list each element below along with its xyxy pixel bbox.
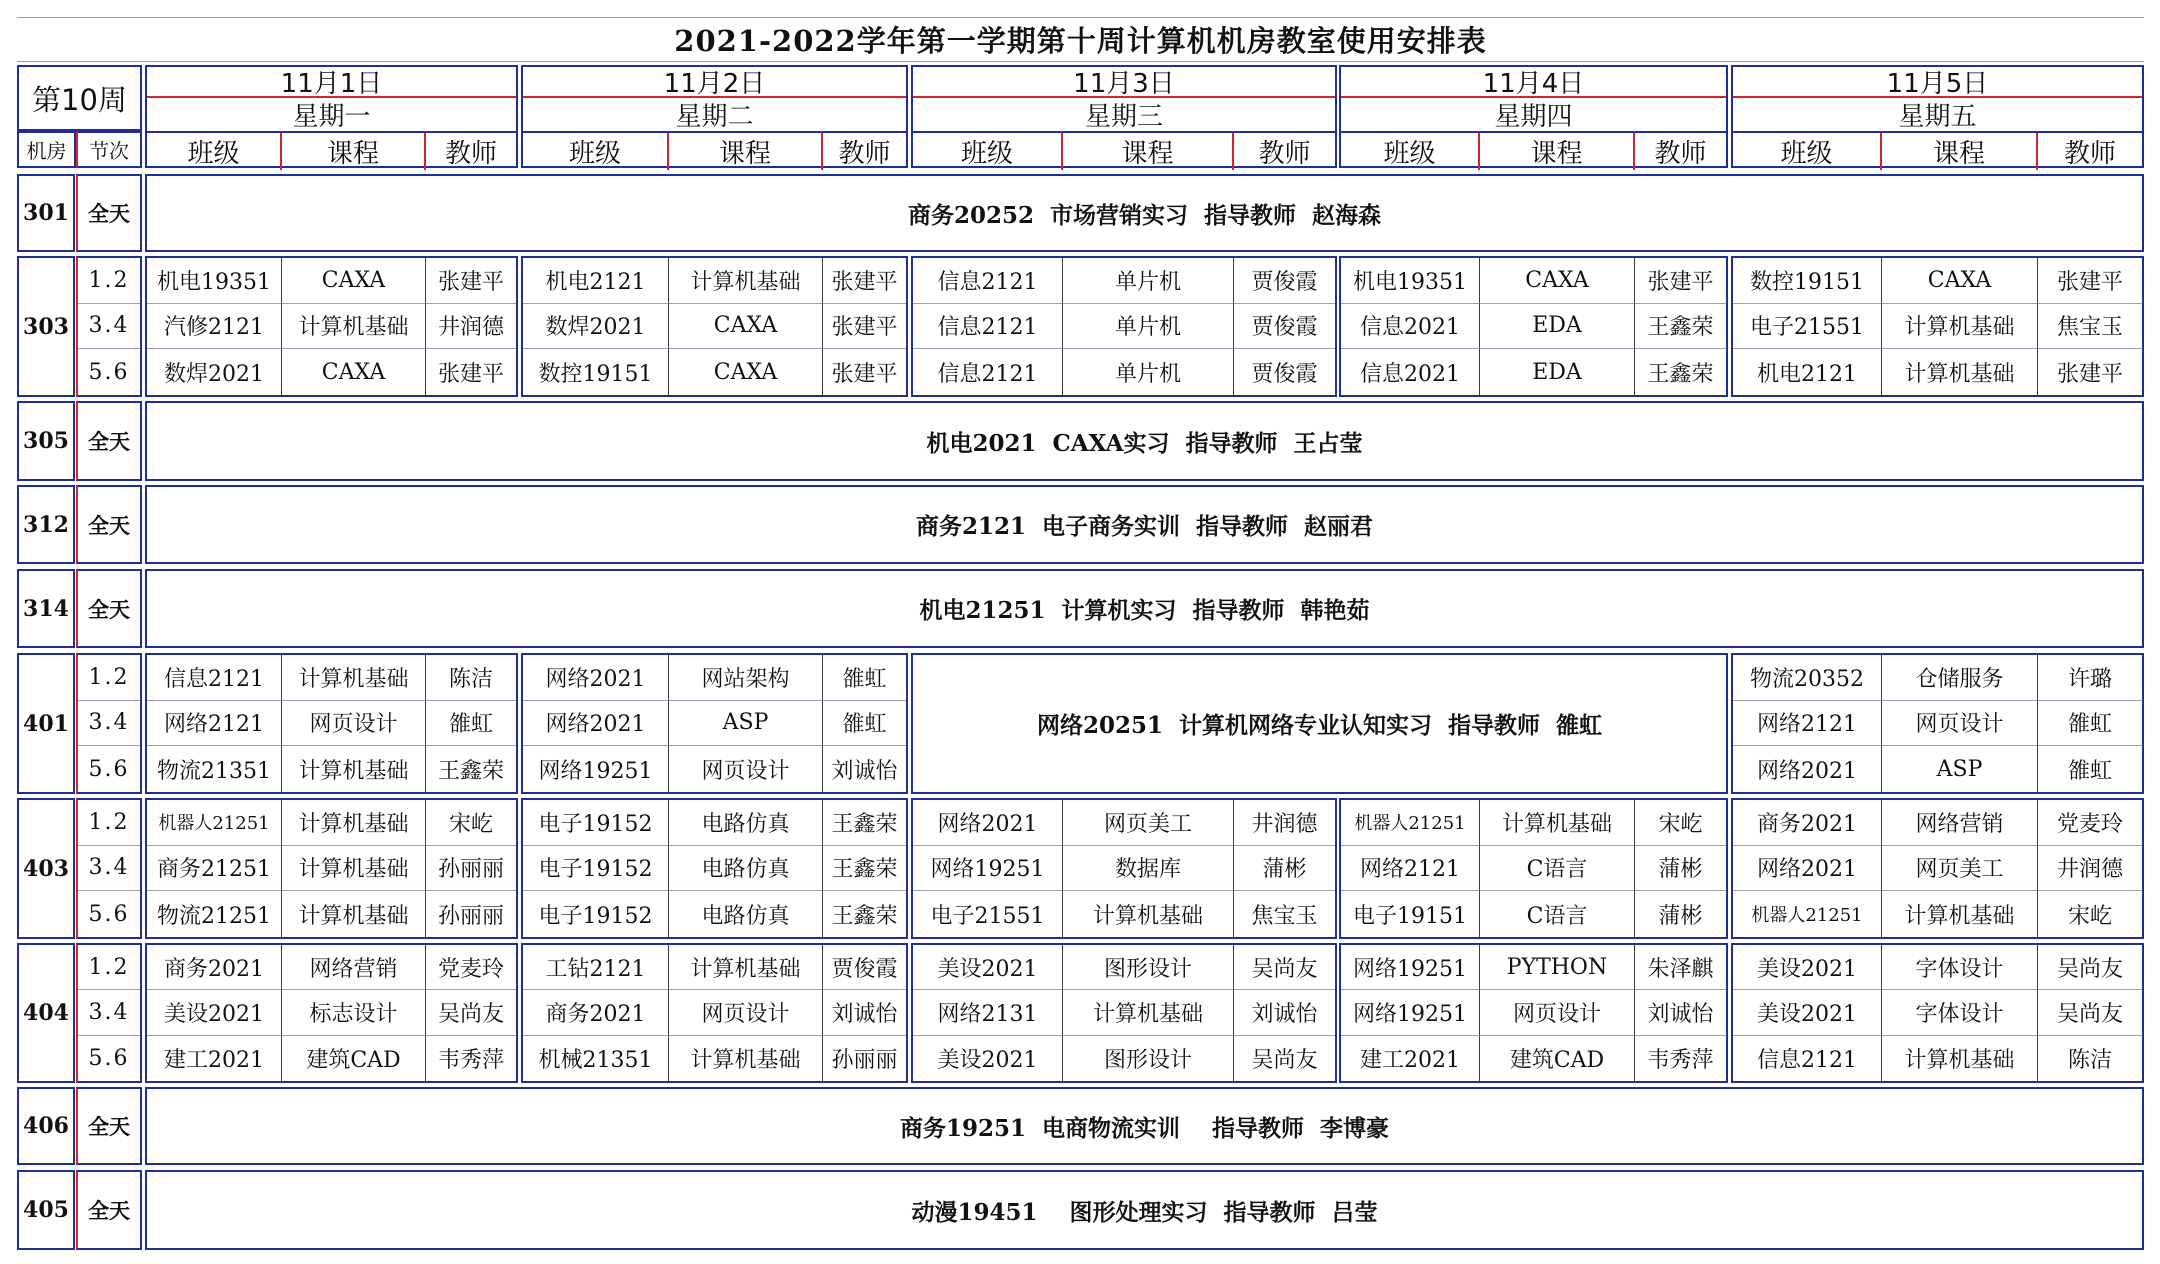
- course-cell: EDA: [1480, 304, 1635, 350]
- page-title: 2021-2022学年第一学期第十周计算机机房教室使用安排表: [17, 17, 2144, 62]
- course-cell: PYTHON: [1480, 945, 1635, 990]
- teacher-cell: 刘诚怡: [1635, 990, 1726, 1035]
- room-row-401: [0, 653, 2160, 794]
- room-row-405: [0, 1170, 2160, 1250]
- day-header-mon: [145, 65, 518, 168]
- teacher-cell: 刘诚怡: [1234, 990, 1335, 1035]
- teacher-cell: 焦宝玉: [2038, 304, 2142, 350]
- course-cell: 标志设计: [282, 990, 426, 1035]
- date-label: 11月3日: [913, 67, 1335, 98]
- class-cell: 数焊2021: [523, 304, 669, 350]
- teacher-cell: 王鑫荣: [823, 800, 906, 846]
- room-number: 314: [17, 569, 75, 648]
- class-cell: 工钻2121: [523, 945, 669, 990]
- col-header-teacher: 教师: [2063, 139, 2116, 169]
- room-row-301: [0, 174, 2160, 252]
- date-label: 11月2日: [523, 67, 906, 98]
- class-cell: 信息2121: [913, 304, 1063, 350]
- class-cell: 网络19251: [913, 846, 1063, 892]
- course-cell: CAXA: [1480, 258, 1635, 304]
- room-row-305: [0, 401, 2160, 481]
- teacher-cell: 陈洁: [2067, 1047, 2112, 1073]
- class-cell: 网络2021: [523, 655, 669, 701]
- class-cell: 物流21251: [147, 891, 282, 937]
- class-cell: 网络2021: [523, 701, 669, 747]
- class-cell: 网络19251: [1341, 990, 1480, 1035]
- teacher-cell: 韦秀萍: [437, 1047, 504, 1073]
- teacher-cell: 陈洁: [426, 655, 516, 701]
- all-day-note: 商务2121 电子商务实训 指导教师 赵丽君: [145, 485, 2144, 564]
- course-cell: 电路仿真: [669, 846, 823, 892]
- class-cell: 网络19251: [1341, 945, 1480, 990]
- teacher-cell: 井润德: [1234, 800, 1335, 846]
- room-row-404: [0, 943, 2160, 1083]
- weekday-label: 星期五: [1733, 98, 2142, 133]
- teacher-cell: 雒虹: [823, 701, 906, 747]
- teacher-cell: 张建平: [823, 304, 906, 350]
- course-cell: 单片机: [1063, 258, 1234, 304]
- teacher-cell: 蒲彬: [1635, 846, 1726, 892]
- col-header-course: 课程: [282, 133, 426, 170]
- teacher-cell: 张建平: [2056, 361, 2123, 387]
- class-cell: 机器人21251: [1341, 800, 1480, 846]
- room-number: 305: [17, 401, 75, 481]
- day-fri-slots: [1731, 943, 2144, 1083]
- teacher-cell: 张建平: [437, 361, 504, 387]
- class-cell: 机电2121: [523, 258, 669, 304]
- course-cell: 计算机基础: [282, 800, 426, 846]
- period-cell: 5.6: [88, 756, 130, 782]
- course-cell: 计算机基础: [1480, 800, 1635, 846]
- class-cell: 机械21351: [523, 1036, 669, 1081]
- weekday-label: 星期一: [147, 98, 516, 133]
- period-all-day: 全天: [76, 1087, 142, 1165]
- class-cell: 网络2131: [913, 990, 1063, 1035]
- teacher-cell: 雒虹: [426, 701, 516, 747]
- teacher-cell: 王鑫荣: [831, 903, 898, 929]
- course-cell: 网络营销: [1882, 800, 2038, 846]
- teacher-cell: 贾俊霞: [1234, 258, 1335, 304]
- course-cell: 计算机基础: [282, 891, 426, 937]
- week-label: 第10周: [17, 65, 142, 131]
- class-cell: 网络2021: [1733, 846, 1882, 892]
- teacher-cell: 王鑫荣: [1635, 304, 1726, 350]
- room-number: 401: [17, 653, 75, 794]
- day-thu-slots: [1339, 798, 1728, 939]
- teacher-cell: 吴尚友: [2038, 990, 2142, 1035]
- teacher-cell: 雒虹: [823, 655, 906, 701]
- day-mon-slots: [145, 798, 518, 939]
- course-cell: 字体设计: [1882, 945, 2038, 990]
- teacher-cell: 吴尚友: [1234, 945, 1335, 990]
- course-cell: 字体设计: [1882, 990, 2038, 1035]
- course-cell: 网页设计: [1480, 990, 1635, 1035]
- course-cell: 网页设计: [669, 990, 823, 1035]
- class-cell: 建工2021: [147, 1036, 282, 1081]
- class-cell: 汽修2121: [147, 304, 282, 350]
- teacher-cell: 吴尚友: [2038, 945, 2142, 990]
- class-cell: 信息2121: [913, 349, 1063, 395]
- course-cell: 计算机基础: [282, 746, 426, 792]
- course-cell: 建筑CAD: [282, 1036, 426, 1081]
- room-column-header: 机房: [17, 131, 76, 168]
- all-day-note: 商务20252 市场营销实习 指导教师 赵海森: [145, 174, 2144, 252]
- teacher-cell: 贾俊霞: [823, 945, 906, 990]
- all-day-note: 机电2021 CAXA实习 指导教师 王占莹: [145, 401, 2144, 481]
- day-thu-slots: [1339, 943, 1728, 1083]
- course-cell: 计算机基础: [669, 945, 823, 990]
- period-column: [76, 798, 142, 939]
- course-cell: 计算机基础: [1063, 891, 1234, 937]
- period-cell: 5.6: [88, 901, 130, 927]
- col-header-course: 课程: [1063, 133, 1234, 170]
- teacher-cell: 宋屹: [2067, 903, 2112, 929]
- class-cell: 商务2021: [147, 945, 282, 990]
- day-header-wed: [911, 65, 1337, 168]
- col-header-course: 课程: [1882, 133, 2038, 170]
- period-column: [76, 653, 142, 794]
- class-cell: 物流21351: [147, 746, 282, 792]
- class-cell: 网络19251: [523, 746, 669, 792]
- course-cell: 网站架构: [669, 655, 823, 701]
- period-cell: 1.2: [78, 655, 140, 701]
- day-header-fri: [1731, 65, 2144, 168]
- column-headers: [523, 133, 906, 170]
- day-fri-slots: [1731, 256, 2144, 397]
- course-cell: CAXA: [1882, 258, 2038, 304]
- class-cell: 网络2021: [913, 800, 1063, 846]
- teacher-cell: 刘诚怡: [823, 990, 906, 1035]
- course-cell: 图形设计: [1063, 945, 1234, 990]
- class-cell: 商务21251: [147, 846, 282, 892]
- period-all-day: 全天: [76, 401, 142, 481]
- teacher-cell: 张建平: [1635, 258, 1726, 304]
- col-header-teacher: 教师: [1258, 139, 1311, 169]
- course-cell: 单片机: [1063, 349, 1234, 395]
- col-header-teacher: 教师: [444, 139, 497, 169]
- period-cell: 5.6: [88, 1045, 130, 1071]
- column-headers: [147, 133, 516, 170]
- all-day-note: 动漫19451 图形处理实习 指导教师 吕莹: [145, 1170, 2144, 1250]
- teacher-cell: 韦秀萍: [1647, 1047, 1714, 1073]
- course-cell: CAXA: [669, 349, 823, 395]
- period-cell: 3.4: [78, 846, 140, 892]
- class-cell: 信息2121: [913, 258, 1063, 304]
- col-header-class: 班级: [523, 133, 669, 170]
- day-mon-slots: [145, 256, 518, 397]
- teacher-cell: 井润德: [2038, 846, 2142, 892]
- course-cell: 数据库: [1063, 846, 1234, 892]
- day-wed-slots: [911, 256, 1337, 397]
- teacher-cell: 张建平: [831, 361, 898, 387]
- teacher-cell: 吴尚友: [1251, 1047, 1318, 1073]
- period-cell: 1.2: [78, 800, 140, 846]
- course-cell: 计算机基础: [1882, 304, 2038, 350]
- day-wed-slots: [911, 943, 1337, 1083]
- col-header-teacher: 教师: [1654, 139, 1707, 169]
- course-cell: EDA: [1480, 349, 1635, 395]
- class-cell: 数焊2021: [147, 349, 282, 395]
- day-tue-slots: [521, 798, 908, 939]
- date-label: 11月4日: [1341, 67, 1726, 98]
- teacher-cell: 蒲彬: [1234, 846, 1335, 892]
- room-row-303: [0, 256, 2160, 397]
- class-cell: 信息2121: [147, 655, 282, 701]
- day-mon-slots: [145, 943, 518, 1083]
- teacher-cell: 党麦玲: [426, 945, 516, 990]
- teacher-cell: 刘诚怡: [831, 758, 898, 784]
- all-day-note: 商务19251 电商物流实训 指导教师 李博豪: [145, 1087, 2144, 1165]
- teacher-cell: 井润德: [426, 304, 516, 350]
- date-label: 11月1日: [147, 67, 516, 98]
- teacher-cell: 孙丽丽: [426, 846, 516, 892]
- course-cell: CAXA: [282, 258, 426, 304]
- class-cell: 网络2121: [147, 701, 282, 747]
- teacher-cell: 贾俊霞: [1234, 304, 1335, 350]
- column-headers: [1341, 133, 1726, 170]
- teacher-cell: 焦宝玉: [1251, 903, 1318, 929]
- class-cell: 机电19351: [147, 258, 282, 304]
- day-header-tue: [521, 65, 908, 168]
- class-cell: 电子19152: [523, 891, 669, 937]
- room-number: 406: [17, 1087, 75, 1165]
- col-header-class: 班级: [1733, 133, 1882, 170]
- teacher-cell: 张建平: [823, 258, 906, 304]
- teacher-cell: 孙丽丽: [831, 1047, 898, 1073]
- period-column-header: 节次: [76, 131, 142, 168]
- column-headers: [913, 133, 1335, 170]
- teacher-cell: 雒虹: [2038, 701, 2142, 747]
- teacher-cell: 雒虹: [2067, 758, 2112, 784]
- teacher-cell: 张建平: [2038, 258, 2142, 304]
- course-cell: 计算机基础: [1882, 1036, 2038, 1081]
- class-cell: 网络2121: [1733, 701, 1882, 747]
- class-cell: 商务2021: [523, 990, 669, 1035]
- room-number: 303: [17, 256, 75, 397]
- period-cell: 5.6: [88, 359, 130, 385]
- period-cell: 3.4: [78, 990, 140, 1035]
- teacher-cell: 张建平: [426, 258, 516, 304]
- col-header-course: 课程: [669, 133, 823, 170]
- period-all-day: 全天: [76, 1170, 142, 1250]
- room-number: 405: [17, 1170, 75, 1250]
- course-cell: 建筑CAD: [1480, 1036, 1635, 1081]
- course-cell: 电路仿真: [669, 891, 823, 937]
- day-mon-slots: [145, 653, 518, 794]
- teacher-cell: 孙丽丽: [437, 903, 504, 929]
- day-tue-slots: [521, 943, 908, 1083]
- room-number: 301: [17, 174, 75, 252]
- class-cell: 美设2021: [913, 945, 1063, 990]
- period-all-day: 全天: [76, 569, 142, 648]
- period-column: [76, 256, 142, 397]
- day-wed-slots: [911, 798, 1337, 939]
- day-thu-slots: [1339, 256, 1728, 397]
- class-cell: 机器人21251: [1733, 891, 1882, 937]
- class-cell: 美设2021: [913, 1036, 1063, 1081]
- class-cell: 商务2021: [1733, 800, 1882, 846]
- class-cell: 建工2021: [1341, 1036, 1480, 1081]
- class-cell: 机器人21251: [147, 800, 282, 846]
- period-column: [76, 943, 142, 1083]
- class-cell: 电子19152: [523, 800, 669, 846]
- day-header-thu: [1339, 65, 1728, 168]
- teacher-cell: 宋屹: [1635, 800, 1726, 846]
- class-cell: 数控19151: [1733, 258, 1882, 304]
- class-cell: 信息2021: [1341, 304, 1480, 350]
- room-number: 312: [17, 485, 75, 564]
- teacher-cell: 党麦玲: [2038, 800, 2142, 846]
- room-row-403: [0, 798, 2160, 939]
- course-cell: CAXA: [282, 349, 426, 395]
- day-fri-slots: [1731, 653, 2144, 794]
- period-all-day: 全天: [76, 174, 142, 252]
- class-cell: 物流20352: [1733, 655, 1882, 701]
- col-header-class: 班级: [1341, 133, 1480, 170]
- course-cell: 计算机基础: [1063, 990, 1234, 1035]
- course-cell: CAXA: [669, 304, 823, 350]
- room-row-312: [0, 485, 2160, 564]
- col-header-teacher: 教师: [838, 139, 891, 169]
- teacher-cell: 宋屹: [426, 800, 516, 846]
- course-cell: ASP: [1882, 746, 2038, 792]
- col-header-course: 课程: [1480, 133, 1635, 170]
- class-cell: 信息2021: [1341, 349, 1480, 395]
- class-cell: 美设2021: [147, 990, 282, 1035]
- col-header-class: 班级: [913, 133, 1063, 170]
- col-header-class: 班级: [147, 133, 282, 170]
- period-cell: 1.2: [78, 258, 140, 304]
- teacher-cell: 王鑫荣: [437, 758, 504, 784]
- class-cell: 数控19151: [523, 349, 669, 395]
- teacher-cell: 蒲彬: [1658, 903, 1703, 929]
- teacher-cell: 许璐: [2038, 655, 2142, 701]
- class-cell: 网络2121: [1341, 846, 1480, 892]
- room-number: 404: [17, 943, 75, 1083]
- period-cell: 3.4: [78, 701, 140, 747]
- teacher-cell: 王鑫荣: [1647, 361, 1714, 387]
- course-cell: 计算机基础: [1882, 349, 2038, 395]
- course-cell: 计算机基础: [669, 1036, 823, 1081]
- room-row-406: [0, 1087, 2160, 1165]
- room-row-314: [0, 569, 2160, 648]
- class-cell: 美设2021: [1733, 945, 1882, 990]
- period-all-day: 全天: [76, 485, 142, 564]
- weekday-label: 星期四: [1341, 98, 1726, 133]
- date-label: 11月5日: [1733, 67, 2142, 98]
- class-cell: 机电19351: [1341, 258, 1480, 304]
- teacher-cell: 吴尚友: [426, 990, 516, 1035]
- course-cell: 电路仿真: [669, 800, 823, 846]
- course-cell: 网络营销: [282, 945, 426, 990]
- day-tue-slots: [521, 653, 908, 794]
- course-cell: 计算机基础: [282, 655, 426, 701]
- class-cell: 网络2021: [1733, 746, 1882, 792]
- teacher-cell: 贾俊霞: [1251, 361, 1318, 387]
- course-cell: 计算机基础: [282, 304, 426, 350]
- course-cell: 计算机基础: [669, 258, 823, 304]
- class-cell: 电子21551: [1733, 304, 1882, 350]
- course-cell: 网页设计: [282, 701, 426, 747]
- class-cell: 电子21551: [913, 891, 1063, 937]
- course-cell: 图形设计: [1063, 1036, 1234, 1081]
- table-header: [0, 65, 2160, 168]
- all-day-note: 机电21251 计算机实习 指导教师 韩艳茹: [145, 569, 2144, 648]
- course-cell: ASP: [669, 701, 823, 747]
- column-headers: [1733, 133, 2142, 170]
- class-cell: 机电2121: [1733, 349, 1882, 395]
- class-cell: 电子19152: [523, 846, 669, 892]
- class-cell: 美设2021: [1733, 990, 1882, 1035]
- course-cell: C语言: [1480, 891, 1635, 937]
- course-cell: 网页美工: [1882, 846, 2038, 892]
- class-cell: 信息2121: [1733, 1036, 1882, 1081]
- course-cell: 网页设计: [1882, 701, 2038, 747]
- course-cell: 单片机: [1063, 304, 1234, 350]
- course-cell: 计算机基础: [1882, 891, 2038, 937]
- teacher-cell: 王鑫荣: [823, 846, 906, 892]
- weekday-label: 星期三: [913, 98, 1335, 133]
- period-cell: 3.4: [78, 304, 140, 350]
- weekday-label: 星期二: [523, 98, 906, 133]
- period-cell: 1.2: [78, 945, 140, 990]
- teacher-cell: 朱泽麒: [1635, 945, 1726, 990]
- day-tue-slots: [521, 256, 908, 397]
- course-cell: 网页美工: [1063, 800, 1234, 846]
- course-cell: 网页设计: [669, 746, 823, 792]
- course-cell: 计算机基础: [282, 846, 426, 892]
- course-cell: C语言: [1480, 846, 1635, 892]
- class-cell: 电子19151: [1341, 891, 1480, 937]
- course-cell: 仓储服务: [1882, 655, 2038, 701]
- room-number: 403: [17, 798, 75, 939]
- day-fri-slots: [1731, 798, 2144, 939]
- wed-thu-merged-note: 网络20251 计算机网络专业认知实习 指导教师 雒虹: [911, 653, 1728, 794]
